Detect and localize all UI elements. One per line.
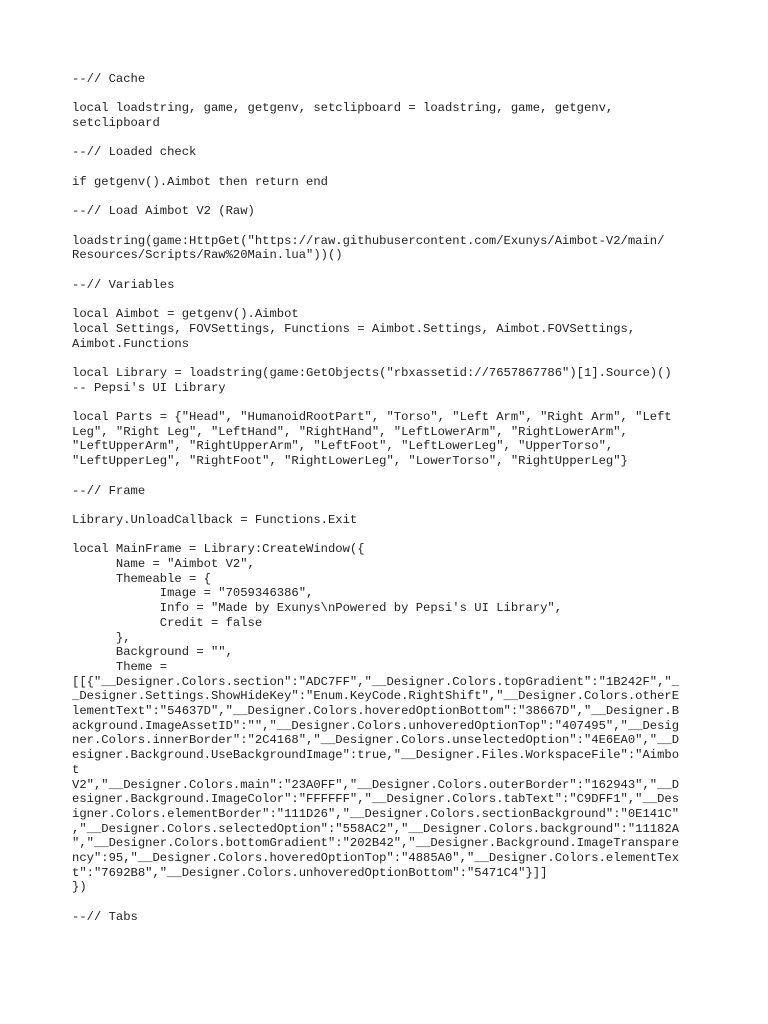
code-line: Leg", "Right Leg", "LeftHand", "RightHand", "LeftLowerArm", "RightLowerArm",	[72, 424, 628, 439]
code-line: Info = "Made by Exunys\nPowered by Pepsi's UI Library",	[72, 601, 563, 616]
code-line: ackground.ImageAssetID":"","__Designer.Colors.unhoveredOptionTop":"407495","__Desig	[72, 718, 680, 733]
code-line: --// Frame	[72, 483, 146, 498]
code-line	[72, 131, 702, 146]
code-line: --// Tabs	[72, 909, 138, 924]
code-line: --// Cache	[72, 72, 146, 86]
code-line: Library.UnloadCallback = Functions.Exit	[72, 512, 358, 527]
code-line	[72, 190, 702, 205]
code-line: local Aimbot = getgenv().Aimbot	[72, 307, 299, 322]
code-line: _Designer.Settings.ShowHideKey":"Enum.KeyCode.RightShift","__Designer.Colors.otherE	[72, 689, 680, 704]
code-line: Theme =	[72, 659, 168, 674]
code-line: t":"7692B8","__Designer.Colors.unhoveredOptionBottom":"5471C4"}]]	[72, 865, 548, 880]
code-line: "LeftUpperLeg", "RightFoot", "RightLowerLeg", "LowerTorso", "RightUpperLeg"}	[72, 454, 628, 469]
code-line	[72, 895, 702, 910]
code-line: igner.Colors.elementBorder":"111D26","__Designer.Colors.sectionBackground":"0E141C"	[72, 806, 680, 821]
code-line: Aimbot.Functions	[72, 336, 190, 351]
code-line: ncy":95,"__Designer.Colors.hoveredOptionTop":"4885A0","__Designer.Colors.elementTex	[72, 851, 680, 866]
code-line	[72, 395, 702, 410]
code-line: Name = "Aimbot V2",	[72, 557, 255, 572]
code-line	[72, 351, 702, 366]
code-line: "LeftUpperArm", "RightUpperArm", "LeftFoot", "LeftLowerLeg", "UpperTorso",	[72, 439, 614, 454]
code-line: Credit = false	[72, 615, 263, 630]
code-line: Themeable = {	[72, 571, 211, 586]
code-line	[72, 263, 702, 278]
code-line: ner.Colors.innerBorder":"2C4168","__Designer.Colors.unselectedOption":"4E6EA0","__D	[72, 733, 680, 748]
code-line: ","__Designer.Colors.bottomGradient":"202B42","__Designer.Background.ImageTranspare	[72, 836, 680, 851]
code-line	[72, 87, 702, 102]
code-listing	[72, 72, 702, 925]
code-line: --// Loaded check	[72, 145, 197, 160]
code-line: ,"__Designer.Colors.selectedOption":"558AC2","__Designer.Colors.background":"11182A	[72, 821, 680, 836]
code-line: V2","__Designer.Colors.main":"23A0FF","__Designer.Colors.outerBorder":"162943","__D	[72, 777, 680, 792]
code-line	[72, 469, 702, 484]
code-line: Background = "",	[72, 645, 233, 660]
code-line: Resources/Scripts/Raw%20Main.lua"))()	[72, 248, 343, 263]
code-line: -- Pepsi's UI Library	[72, 380, 226, 395]
code-line	[72, 219, 702, 234]
code-line: --// Variables	[72, 277, 175, 292]
code-line: })	[72, 880, 87, 895]
code-line	[72, 160, 702, 175]
code-line: local Settings, FOVSettings, Functions = Aimbot.Settings, Aimbot.FOVSettings,	[72, 321, 636, 336]
code-line: t	[72, 762, 80, 777]
code-line: setclipboard	[72, 116, 160, 131]
code-line: [[{"__Designer.Colors.section":"ADC7FF","__Designer.Colors.topGradient":"1B242F","_	[72, 674, 680, 689]
code-line: local Parts = {"Head", "HumanoidRootPart", "Torso", "Left Arm", "Right Arm", "Left	[72, 410, 672, 425]
code-line	[72, 498, 702, 513]
code-line: },	[72, 630, 131, 645]
code-line: esigner.Background.ImageColor":"FFFFFF","__Designer.Colors.tabText":"C9DFF1","__Des	[72, 792, 680, 807]
code-line: esigner.Background.UseBackgroundImage":true,"__Designer.Files.WorkspaceFile":"Aimbo	[72, 748, 680, 763]
code-line: loadstring(game:HttpGet("https://raw.githubusercontent.com/Exunys/Aimbot-V2/main/	[72, 233, 665, 248]
code-line: lementText":"54637D","__Designer.Colors.hoveredOptionBottom":"38667D","__Designer.B	[72, 704, 680, 719]
code-line: --// Load Aimbot V2 (Raw)	[72, 204, 255, 219]
code-line: local Library = loadstring(game:GetObjects("rbxassetid://7657867786")[1].Source)()	[72, 365, 672, 380]
code-line	[72, 528, 702, 543]
code-line: local loadstring, game, getgenv, setclipboard = loadstring, game, getgenv,	[72, 101, 614, 116]
code-line	[72, 292, 702, 307]
code-line: local MainFrame = Library:CreateWindow({	[72, 542, 365, 557]
code-line: Image = "7059346386",	[72, 586, 314, 601]
code-line: if getgenv().Aimbot then return end	[72, 174, 328, 189]
